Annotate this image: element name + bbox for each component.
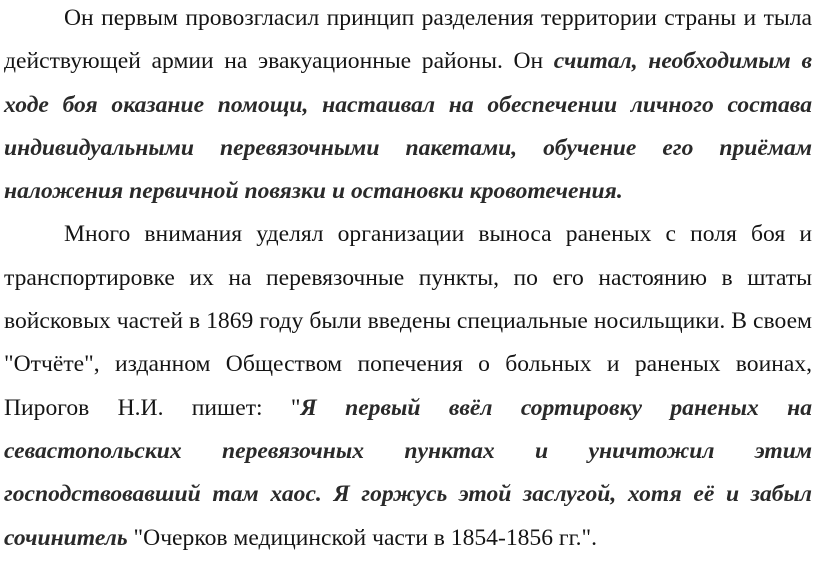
paragraph-2-text: Много внимания уделял организации выноса раненых с поля боя и транспортировке их на перевязочные пункты, по его настоянию в штаты войсковых частей в 1869 году были введены специальные носильщики. В своем "Отчёте", изданном Обществом попечения о больных и раненых воинах, Пирогов Н.И. пишет: " bbox=[4, 221, 812, 421]
paragraph-1 bbox=[4, 0, 812, 213]
paragraph-2 bbox=[4, 213, 812, 559]
paragraph-1-text: Он первым провозгласил принцип разделения территории страны и тыла действующей армии на эвакуационные районы. Он bbox=[4, 5, 812, 75]
paragraph-2-closing-text: "Очерков медицинской части в 1854-1856 гг.". bbox=[127, 524, 598, 551]
paragraph-1-italic-text: считал, необходимым в ходе боя оказание помощи, настаивал на обеспечении личного состава индивидуальными перевязочными пакетами, обучение его приёмам наложения первичной повязки и остановки кровотечения. bbox=[4, 48, 812, 205]
paragraph-2-italic-quote: Я первый ввёл сортировку раненых на севастопольских перевязочных пунктах и уничтожил этим господствовавший там хаос. Я горжусь этой заслугой, хотя её и забыл сочинитель bbox=[4, 394, 812, 551]
